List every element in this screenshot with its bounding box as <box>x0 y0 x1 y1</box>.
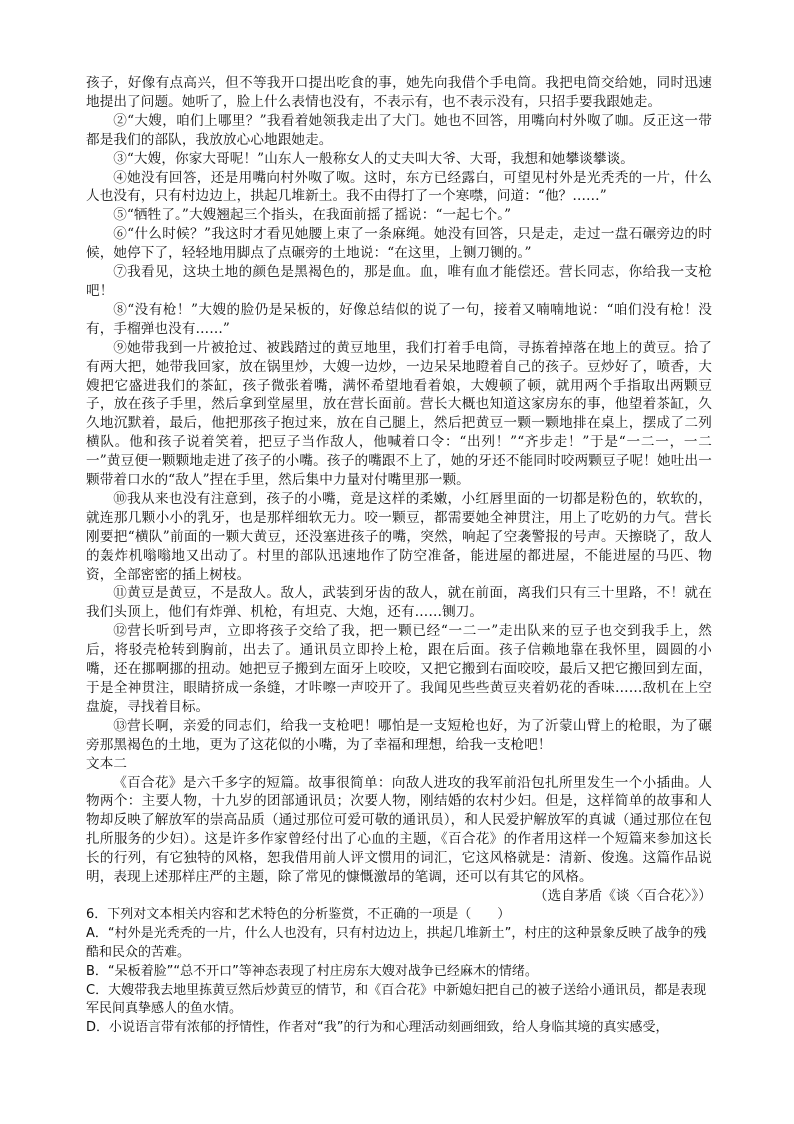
paragraph-3: ③“大嫂，你家大哥呢！”山东人一般称女人的丈夫叫大爷、大哥，我想和她攀谈攀谈。 <box>113 150 634 167</box>
question-option-b: B．“呆板着脸”“总不开口”等神态表现了村庄房东大嫂对战争已经麻木的情绪。 <box>86 963 538 979</box>
paragraph-5: ⑤“牺牲了。”大嫂翘起三个指头，在我面前摇了摇说：“一起七个。” <box>113 207 512 224</box>
paragraph-4: ④她没有回答，还是用嘴向村外呶了呶。这时，东方已经露白，可望见村外是光秃秃的一片，什么人也没有，只有村边边上，拱起几堆新土。我不由得打了一个寒噤，问道：“他？……” <box>86 169 712 205</box>
question-option-a: A．“村外是光秃秃的一片，什么人也没有，只有村边边上，拱起几堆新土”，村庄的这种景象反映了战争的残酷和民众的苦难。 <box>86 925 707 960</box>
paragraph-7: ⑦我看见，这块土地的颜色是黑褐色的，那是血。血，唯有血才能偿还。营长同志，你给我一支枪吧！ <box>86 264 712 299</box>
text2-body-text: 《百合花》是六千多字的短篇。故事很简单：向敌人进攻的我军前沿包扎所里发生一个小插曲。人物两个：主要人物，十九岁的团部通讯员；次要人物，刚结婚的农村少妇。但是，这样简单的故事和人物却反映了解放军的崇高品质（通过那位可爱可敬的通讯员），和人民爱护解放军的真诚（通过那位在包扎所服务的少妇）。这是许多作家曾经付出了心血的主题，《百合花》的作者用这样一个短篇来参加这长长的行列，有它独特的风格，恕我借用前人评文惯用的词汇，它这风格就是：清新、俊逸。这篇作品说明，表现上述那样庄严的主题，除了常见的慷慨激昂的笔调，还可以有其它的风格。 <box>86 774 712 886</box>
paragraph-2: ②“大嫂，咱们上哪里？”我看着她领我走出了大门。她也不回答，用嘴向村外呶了咖。反正这一带都是我们的部队，我放放心心地跟她走。 <box>86 112 712 148</box>
question-stem: 6．下列对文本相关内容和艺术特色的分析鉴赏，不正确的一项是（ ） <box>86 906 511 922</box>
text2-heading: 文本二 <box>86 755 128 772</box>
question-option-d: D．小说语言带有浓郁的抒情性，作者对“我”的行为和心理活动刻画细致，给人身临其境的真实感受， <box>86 1020 669 1036</box>
text2-body <box>86 774 712 906</box>
paragraph-11: ⑪黄豆是黄豆，不是敌人。敌人，武装到牙齿的敌人，就在前面，离我们只有三十里路，不！就在我们头顶上，他们有炸弹、机枪，有坦克、大炮，还有……铡刀。 <box>86 585 712 621</box>
paragraph-12: ⑫营长听到号声，立即将孩子交给了我，把一颗已经“一二一”走出队来的豆子也交到我手上，然后，将驳壳枪转到胸前，出去了。通讯员立即拎上枪，跟在后面。孩子信赖地靠在我怀里，圆圆的小嘴，还在挪啊挪的扭动。她把豆子搬到左面牙上咬咬，又把它搬到右面咬咬，最后又把它搬回到左面，于是全神贯注，眼睛挤成一条缝，才咔嚓一声咬开了。我闻见些些黄豆夹着奶花的香味……敌机在上空盘旋，寻找着目标。 <box>86 623 712 715</box>
paragraph-1: 孩子，好像有点高兴，但不等我开口提出吃食的事，她先向我借个手电筒。我把电筒交给她，同时迅速地提出了问题。她听了，脸上什么表情也没有，不表示有，也不表示没有，只招手要我跟她走。 <box>86 75 712 110</box>
text2-source: （选自茅盾《谈〈百合花〉》） <box>533 887 712 904</box>
document-page <box>86 74 712 1038</box>
paragraph-10: ⑩我从来也没有注意到，孩子的小嘴，竟是这样的柔嫩，小红唇里面的一切都是粉色的，软软的，就连那几颗小小的乳牙，也是那样细软无力。咬一颗豆，都需要她全神贯注，用上了吃奶的力气。营长刚要把“横队”前面的一颗大黄豆，还没塞进孩子的嘴，突然，响起了空袭警报的号声。天擦晓了，敌人的轰炸机嗡嗡地又出动了。村里的部队迅速地作了防空准备，能进屋的都进屋，不能进屋的马匹、物资，全部密密的插上树枝。 <box>86 490 712 583</box>
paragraph-9: ⑨她带我到一片被抢过、被践踏过的黄豆地里，我们打着手电筒，寻拣着掉落在地上的黄豆。拾了有两大把，她带我回家，放在锅里炒，大嫂一边炒，一边呆呆地瞪着自己的孩子。豆炒好了，喷香，大嫂把它盛进我们的茶缸，孩子微张着嘴，满怀希望地看着娘，大嫂顿了顿，就用两个手指取出两颗豆子，放在孩子手里，然后拿到堂屋里，放在营长面前。营长大概也知道这家房东的事，他望着茶缸，久久地沉默着，最后，他把那孩子抱过来，放在自己腿上，然后把黄豆一颗一颗地排在桌上，摆成了二列横队。他和孩子说着笑着，把豆子当作敌人，他喊着口令：“出列！”“齐步走！”于是“一二一，一二一”黄豆便一颗颗地走进了孩子的小嘴。孩子的嘴跟不上了，她的牙还不能同时咬两颗豆子呢！她吐出一颗带着口水的“敌人”捏在手里，然后集中力量对付嘴里那一颗。 <box>86 339 712 489</box>
paragraph-6: ⑥“什么时候？”我这时才看见她腰上束了一条麻绳。她没有回答，只是走，走过一盘石碾旁边的时候，她停下了，轻轻地用脚点了点碾旁的土地说：“在这里，上铡刀铡的。” <box>86 226 712 262</box>
paragraph-13: ⑬营长啊，亲爱的同志们，给我一支枪吧！哪怕是一支短枪也好，为了沂蒙山臂上的枪眼，为了碾旁那黑褐色的土地，更为了这花似的小嘴，为了幸福和理想，给我一支枪吧！ <box>86 717 712 753</box>
paragraph-8: ⑧“没有枪！”大嫂的脸仍是呆板的，好像总结似的说了一句，接着又喃喃地说：“咱们没有枪！没有，手榴弹也没有……” <box>86 301 712 337</box>
question-option-c: C．大嫂带我去地里拣黄豆然后炒黄豆的情节，和《百合花》中新媳妇把自己的被子送给小通讯员，都是表现军民间真挚感人的鱼水情。 <box>86 982 707 1017</box>
